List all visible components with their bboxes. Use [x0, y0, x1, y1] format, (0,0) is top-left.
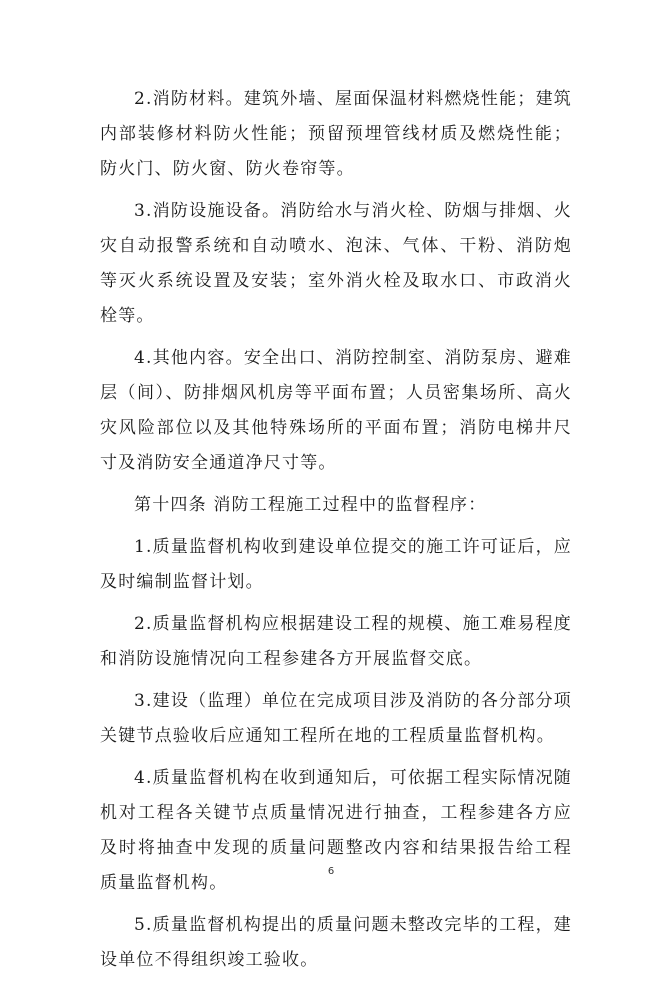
- paragraph-procedure-4: 4.质量监督机构在收到通知后，可依据工程实际情况随机对工程各关键节点质量情况进行抽查，工程参建各方应及时将抽查中发现的质量问题整改内容和结果报告给工程质量监督机构。: [100, 768, 572, 893]
- paragraph-procedure-3: 3.建设（监理）单位在完成项目涉及消防的各分部分项关键节点验收后应通知工程所在地的工程质量监督机构。: [100, 691, 572, 746]
- paragraph-fire-materials: 2.消防材料。建筑外墙、屋面保温材料燃烧性能；建筑内部装修材料防火性能；预留预埋管线材质及燃烧性能；防火门、防火窗、防火卷帘等。: [100, 89, 572, 179]
- page-number: 6: [327, 866, 335, 877]
- paragraph-procedure-5: 5.质量监督机构提出的质量问题未整改完毕的工程，建设单位不得组织竣工验收。: [100, 915, 572, 970]
- paragraph-procedure-1: 1.质量监督机构收到建设单位提交的施工许可证后，应及时编制监督计划。: [100, 537, 572, 592]
- paragraph-procedure-2: 2.质量监督机构应根据建设工程的规模、施工难易程度和消防设施情况向工程参建各方开展监督交底。: [100, 614, 572, 669]
- paragraph-fire-facilities: 3.消防设施设备。消防给水与消火栓、防烟与排烟、火灾自动报警系统和自动喷水、泡沫、气体、干粉、消防炮等灭火系统设置及安装；室外消火栓及取水口、市政消火栓等。: [100, 201, 572, 326]
- document-body: [100, 82, 572, 985]
- article-14-heading: 第十四条 消防工程施工过程中的监督程序：: [134, 495, 487, 515]
- paragraph-other-content: 4.其他内容。安全出口、消防控制室、消防泵房、避难层（间）、防排烟风机房等平面布置；人员密集场所、高火灾风险部位以及其他特殊场所的平面布置；消防电梯井尺寸及消防安全通道净尺寸等。: [100, 348, 572, 473]
